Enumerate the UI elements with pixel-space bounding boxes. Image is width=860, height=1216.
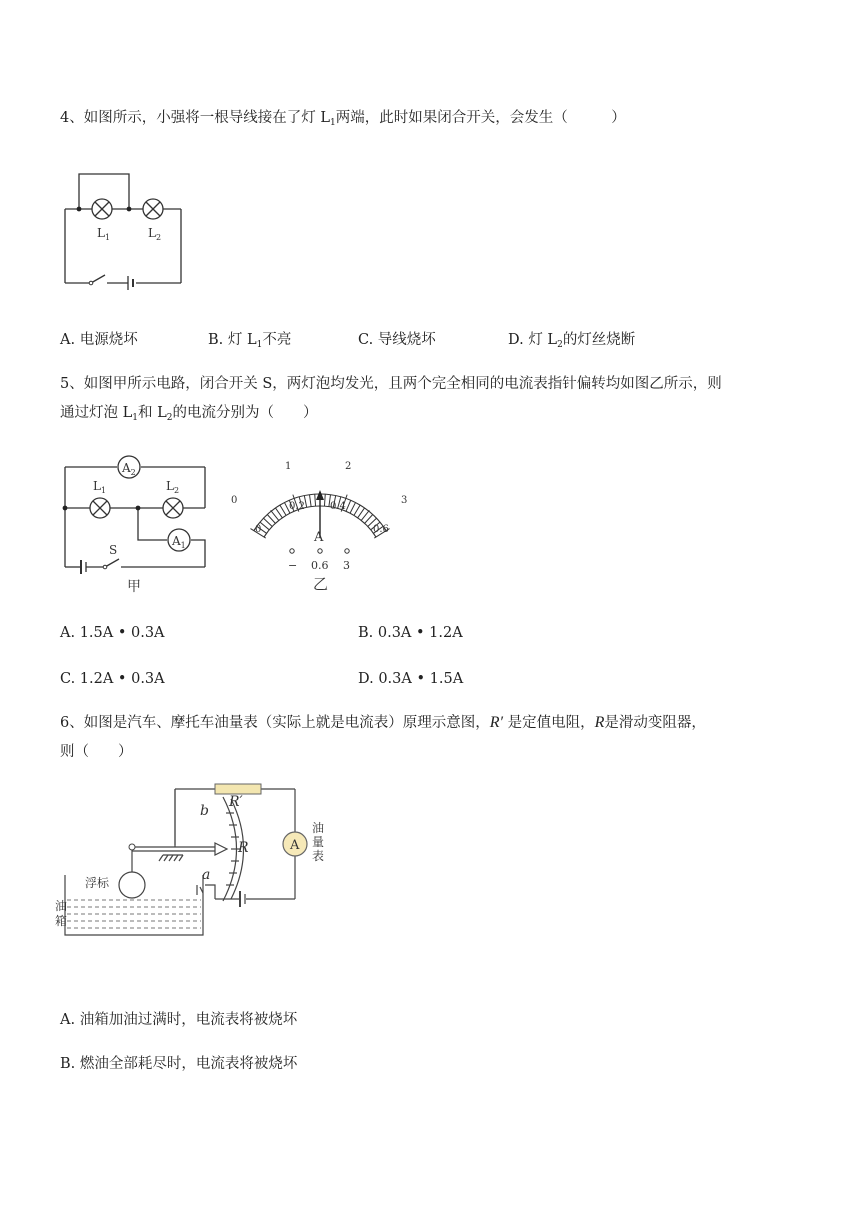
- q6-fig-r-prime-label: R′: [229, 794, 243, 810]
- q5-option-d[interactable]: D. 0.3A • 1.5A: [358, 671, 464, 687]
- dial-tick: [354, 505, 360, 515]
- q4-option-c[interactable]: C. 导线烧坏: [358, 332, 436, 348]
- q5-fig-l2-label: $L_2$: [166, 479, 180, 495]
- q6-fig-b-label: b: [200, 803, 209, 819]
- dial-bottom-tick-2: 0.4: [330, 501, 346, 512]
- q5-fig-a2-label: $A_2$: [122, 461, 136, 477]
- q5-fig-a1-label: $A_1$: [172, 534, 186, 550]
- q6-fig-meter-label-1: 油: [312, 821, 325, 835]
- dial-tick: [310, 495, 312, 507]
- q6-fig-meter-label-2: 量: [312, 835, 325, 849]
- q5-option-c[interactable]: C. 1.2A • 0.3A: [60, 671, 165, 687]
- q6-fig-tank-label-2: 箱: [55, 914, 68, 928]
- dial-top-tick-1: 1: [285, 461, 292, 472]
- dial-tick: [267, 515, 275, 524]
- dial-bottom-tick-1: 0.2: [289, 501, 305, 512]
- q5-fig-jia-caption: 甲: [127, 579, 141, 595]
- q6-stem-line1: 6、如图是汽车、摩托车油量表（实际上就是电流表）原理示意图，R′ 是定值电阻，R是滑动变阻器，: [60, 714, 706, 731]
- q6-fig-ammeter-label: A: [290, 838, 300, 853]
- dial-tick: [324, 494, 325, 506]
- q4-option-d[interactable]: D. 灯 $L_2$的灯丝烧断: [508, 332, 636, 350]
- q6-option-a[interactable]: A. 油箱加油过满时，电流表将被烧坏: [60, 1012, 298, 1028]
- dial-bottom-tick-3: 0.6: [373, 524, 389, 535]
- dial-tick: [264, 518, 273, 526]
- q6-fig-meter-label-3: 表: [312, 849, 325, 863]
- q6-option-b[interactable]: B. 燃油全部耗尽时，电流表将被烧坏: [60, 1056, 298, 1072]
- dial-top-tick-3: 3: [401, 495, 408, 506]
- dial-tick: [280, 505, 286, 515]
- q4-stem: 4、如图所示，小强将一根导线接在了灯 $L_1$两端，此时如果闭合开关，会发生（ ）: [60, 110, 626, 128]
- dial-bottom-tick-0: 0: [255, 524, 262, 535]
- q4-circuit-figure: [55, 165, 190, 294]
- q5-circuit-jia-figure: [55, 450, 215, 604]
- q6-stem-line2: 则（ ）: [60, 744, 133, 760]
- dial-tick: [275, 508, 282, 518]
- q4-option-b[interactable]: B. 灯 $L_1$不亮: [208, 332, 292, 350]
- q6-fig-tank-label-1: 油: [55, 899, 68, 913]
- q5-fig-s-label: S: [109, 543, 118, 557]
- q5-stem-line2: 通过灯泡 $L_1$和 $L_2$的电流分别为（ ）: [60, 405, 318, 423]
- dial-tick: [350, 503, 355, 514]
- q5-stem-line1: 5、如图甲所示电路，闭合开关 S，两灯泡均发光，且两个完全相同的电流表指针偏转均如图乙所示，则: [60, 376, 722, 392]
- terminal-minus: −: [288, 559, 298, 572]
- q4-fig-l1-label: $L_1$: [97, 226, 111, 242]
- terminal-3: 3: [343, 559, 350, 572]
- dial-tick: [260, 522, 269, 530]
- q4-option-a[interactable]: A. 电源烧坏: [60, 332, 138, 348]
- q5-fig-l1-label: $L_1$: [93, 479, 107, 495]
- terminal-0-6: 0.6: [311, 559, 329, 572]
- q5-ammeter-yi-figure: [222, 452, 422, 606]
- dial-tick: [358, 508, 365, 518]
- q6-fig-a-label: a: [202, 867, 211, 883]
- dial-tick: [365, 515, 373, 524]
- q6-fig-r-label: R: [238, 840, 249, 856]
- q6-fig-float-label: 浮标: [85, 876, 110, 890]
- dial-tick: [315, 494, 316, 506]
- dial-top-tick-0: 0: [231, 495, 238, 506]
- q5-option-a[interactable]: A. 1.5A • 0.3A: [60, 625, 165, 641]
- q5-option-b[interactable]: B. 0.3A • 1.2A: [358, 625, 463, 641]
- q4-fig-l2-label: $L_2$: [148, 226, 162, 242]
- q6-fuel-gauge-figure: [55, 775, 345, 959]
- dial-tick: [346, 500, 351, 511]
- q5-fig-yi-caption: 乙: [313, 575, 329, 593]
- dial-unit-a: A: [314, 530, 324, 545]
- dial-top-tick-2: 2: [345, 461, 352, 472]
